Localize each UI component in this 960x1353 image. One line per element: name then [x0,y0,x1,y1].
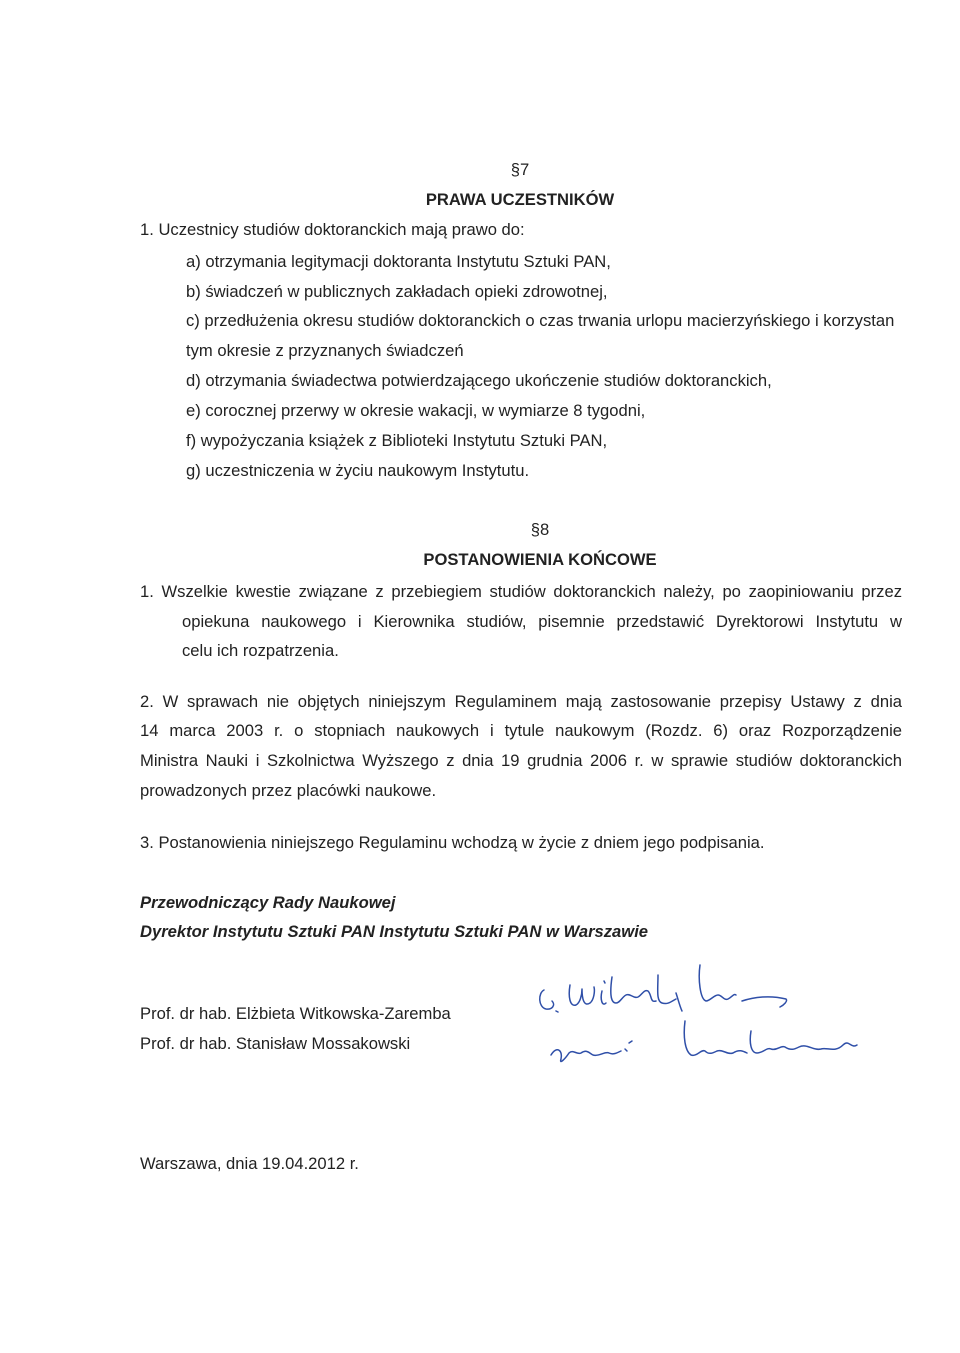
paragraph-3: 3. Postanowienia niniejszego Regulaminu wchodzą w życie z dniem jego podpisania. [140,833,765,852]
section-7-number: §7 [510,160,530,179]
paragraph-2-line-3: Ministra Nauki i Szkolnictwa Wyższego z dnia 19 grudnia 2006 r. w sprawie studiów doktoranckich [140,751,902,770]
signatory-role-2: Dyrektor Instytutu Sztuki PAN Instytutu Sztuki PAN w Warszawie [140,922,649,941]
section-7-heading: PRAWA UCZESTNIKÓW [425,190,615,209]
list-item-b: b) świadczeń w publicznych zakładach opieki zdrowotnej, [186,282,608,301]
signatory-name-1: Prof. dr hab. Elżbieta Witkowska-Zaremba [140,1004,451,1023]
list-item-g: g) uczestniczenia w życiu naukowym Instytutu. [186,461,530,480]
section-7-intro: 1. Uczestnicy studiów doktoranckich mają prawo do: [140,220,525,239]
list-item-d: d) otrzymania świadectwa potwierdzającego ukończenie studiów doktoranckich, [186,371,772,390]
paragraph-1-line-3: celu ich rozpatrzenia. [182,641,339,660]
list-item-c: c) przedłużenia okresu studiów doktoranckich o czas trwania urlopu macierzyńskiego i korzystan [186,311,895,330]
section-8-number: §8 [530,520,550,539]
signature-mossakowski [545,1015,885,1075]
list-item-c-continuation: tym okresie z przyznanych świadczeń [186,341,464,360]
signatory-name-2: Prof. dr hab. Stanisław Mossakowski [140,1034,411,1053]
list-item-f: f) wypożyczania książek z Biblioteki Instytutu Sztuki PAN, [186,431,608,450]
section-8-heading: POSTANOWIENIA KOŃCOWE [423,550,657,569]
list-item-a: a) otrzymania legitymacji doktoranta Instytutu Sztuki PAN, [186,252,611,271]
paragraph-1-line-1: 1. Wszelkie kwestie związane z przebiegiem studiów doktoranckich należy, po zaopiniowaniu przez [140,582,902,601]
paragraph-2-line-1: 2. W sprawach nie objętych niniejszym Regulaminem mają zastosowanie przepisy Ustawy z dnia [140,692,902,711]
list-item-e: e) corocznej przerwy w okresie wakacji, w wymiarze 8 tygodni, [186,401,646,420]
signatory-role-1: Przewodniczący Rady Naukowej [140,893,396,912]
paragraph-1-line-2: opiekuna naukowego i Kierownika studiów, pisemnie przedstawić Dyrektorowi Instytutu w [182,612,902,631]
document-date: Warszawa, dnia 19.04.2012 r. [140,1154,359,1173]
paragraph-2-line-4: prowadzonych przez placówki naukowe. [140,781,437,800]
paragraph-2-line-2: 14 marca 2003 r. o stopniach naukowych i tytule naukowym (Rozdz. 6) oraz Rozporządzenie [140,721,902,740]
